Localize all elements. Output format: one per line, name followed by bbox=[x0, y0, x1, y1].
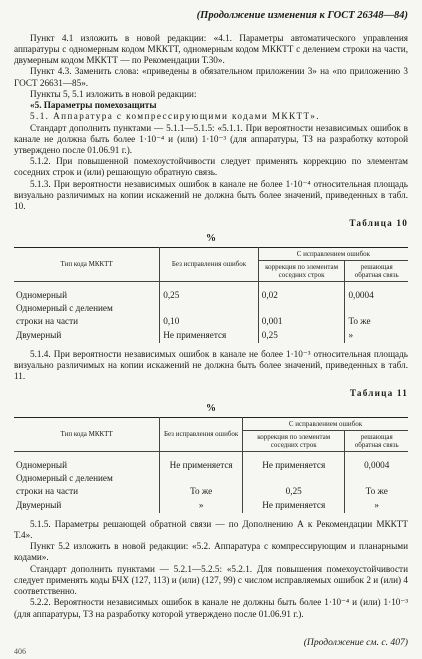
table-cell: 0,25 bbox=[243, 485, 345, 498]
table-cell: 0,0004 bbox=[345, 451, 408, 472]
table-cell: 0,10 bbox=[160, 315, 259, 328]
paragraph-5-2-2: 5.2.2. Вероятности независимых ошибок в канале не должны быть более 1·10⁻⁴ и (или) 1·10⁻³ (для аппаратуры, ТЗ на разработку которой утверждено после 01.06.91 г.). bbox=[14, 597, 408, 619]
table-cell: Одномерный bbox=[16, 459, 68, 470]
table-cell: Не применяется bbox=[160, 329, 259, 343]
paragraph-5-1-2: 5.1.2. При повышенной помехоустойчивости следует применять коррекцию по элементам соседних строк и (или) решающую обратную связь. bbox=[14, 156, 408, 178]
page-header: (Продолжение изменения к ГОСТ 26348—84) bbox=[196, 10, 408, 21]
table-cell: строки на части bbox=[16, 486, 79, 497]
table-cell bbox=[258, 302, 345, 315]
table-cell bbox=[345, 472, 408, 485]
table-10-caption: Таблица 10 bbox=[349, 218, 408, 229]
table-cell: 0,0004 bbox=[345, 281, 408, 302]
table-11-header-type: Тип кода МККТТ bbox=[14, 417, 160, 451]
table-11-header-without: Без исправления ошибок bbox=[160, 417, 243, 451]
table-row bbox=[14, 485, 408, 498]
table-cell: Одномерный с делением bbox=[16, 473, 113, 484]
paragraph-5-2: Пункт 5.2 изложить в новой редакции: «5.2. Аппаратура с компрессирующим и планарными кодами». bbox=[14, 541, 408, 563]
section-5-heading: «5. Параметры помехозащиты bbox=[30, 100, 157, 111]
table-cell: 0,25 bbox=[258, 329, 345, 343]
table-11 bbox=[14, 417, 408, 513]
table-cell: То же bbox=[160, 485, 243, 498]
table-10-header-correction: коррекция по элементам соседних строк bbox=[258, 260, 345, 281]
table-cell: строки на части bbox=[16, 316, 79, 327]
table-row bbox=[14, 329, 408, 343]
paragraph-4-1: Пункт 4.1 изложить в новой редакции: «4.1. Параметры автоматического управления аппаратуры с одномерным кодом МККТТ, одномерным кодом МККТТ с делением строки на части, двумерным кодом МККТТ — по Рекомендации Т.30». bbox=[14, 32, 408, 66]
table-cell: Двумерный bbox=[16, 329, 62, 340]
table-cell: Двумерный bbox=[16, 499, 62, 510]
table-row bbox=[14, 451, 408, 472]
table-row bbox=[14, 302, 408, 315]
table-10-header-with: С исправлением ошибок bbox=[258, 247, 408, 260]
table-cell: 0,02 bbox=[258, 281, 345, 302]
paragraph-4-3: Пункт 4.3. Заменить слова: «приведены в обязательном приложении 3» на «по приложению 3 ГОСТ 26631—85». bbox=[14, 66, 408, 88]
table-row bbox=[14, 281, 408, 302]
table-11-header-feedback: решающая обратная связь bbox=[345, 430, 408, 451]
table-row bbox=[14, 315, 408, 328]
table-cell: 0,001 bbox=[258, 315, 345, 328]
page-number: 406 bbox=[14, 647, 26, 657]
table-11-header-with: С исправлением ошибок bbox=[243, 417, 409, 430]
table-10-header-feedback: решающая обратная связь bbox=[345, 260, 408, 281]
table-10 bbox=[14, 247, 408, 343]
table-cell: Одномерный bbox=[16, 289, 68, 300]
paragraph-5-1-1: Стандарт дополнить пунктами — 5.1.1—5.1.5: «5.1.1. При вероятности независимых ошибок в канале не должна быть более 1·10⁻⁴ и (или) 1·10⁻³ (для аппаратуры, ТЗ на разработку которой утверждено после 01.06.91 г.). bbox=[14, 122, 408, 155]
paragraph-5-2-1: Стандарт дополнить пунктами — 5.2.1—5.2.5: «5.2.1. Для повышения помехоустойчивости следует применять коды БЧХ (127, 113) и (или) (127, 99) с числом исправляемых ошибок 2 и (или) 4 соответственно. bbox=[14, 563, 408, 597]
table-cell: » bbox=[160, 499, 243, 513]
table-10-header-type: Тип кода МККТТ bbox=[14, 247, 160, 281]
table-cell bbox=[160, 302, 259, 315]
paragraph-5-1-5: 5.1.5. Параметры решающей обратной связи — по Дополнению А к Рекомендации МККТТ Т.4». bbox=[14, 518, 408, 541]
table-cell: То же bbox=[345, 315, 408, 328]
table-10-header-without: Без исправления ошибок bbox=[160, 247, 259, 281]
table-cell: То же bbox=[345, 485, 408, 498]
table-row bbox=[14, 499, 408, 513]
paragraph-5-1-4: 5.1.4. При вероятности независимых ошибок в канале не более 1·10⁻³ относительная площадь визуально различимых на копии искажений не должна быть более значений, приведенных в табл. 11. bbox=[14, 348, 408, 382]
table-cell: Не применяется bbox=[243, 499, 345, 513]
table-cell: » bbox=[345, 329, 408, 343]
table-cell bbox=[345, 302, 408, 315]
table-cell bbox=[243, 472, 345, 485]
table-10-unit: % bbox=[206, 232, 216, 244]
paragraph-5-intro: Пункты 5, 5.1 изложить в новой редакции: bbox=[30, 88, 197, 99]
table-11-unit: % bbox=[206, 402, 216, 414]
table-11-header-correction: коррекция по элементам соседних строк bbox=[243, 430, 345, 451]
table-cell: Одномерный с делением bbox=[16, 303, 113, 314]
table-cell: » bbox=[345, 499, 408, 513]
section-5-1-heading: 5.1. Аппаратура с компрессирующими кодами МККТТ». bbox=[30, 111, 320, 122]
table-cell: 0,25 bbox=[160, 281, 259, 302]
table-row bbox=[14, 472, 408, 485]
table-cell: Не применяется bbox=[243, 451, 345, 472]
table-11-caption: Таблица 11 bbox=[349, 388, 408, 399]
paragraph-5-1-3: 5.1.3. При вероятности независимых ошибок в канале не более 1·10⁻⁴ относительная площадь визуально различимых на копии искажений не должна быть более значений, приведенных в табл. 10. bbox=[14, 178, 408, 212]
table-cell bbox=[160, 472, 243, 485]
continuation-note: (Продолжение см. с. 407) bbox=[303, 637, 408, 649]
table-cell: Не применяется bbox=[160, 451, 243, 472]
